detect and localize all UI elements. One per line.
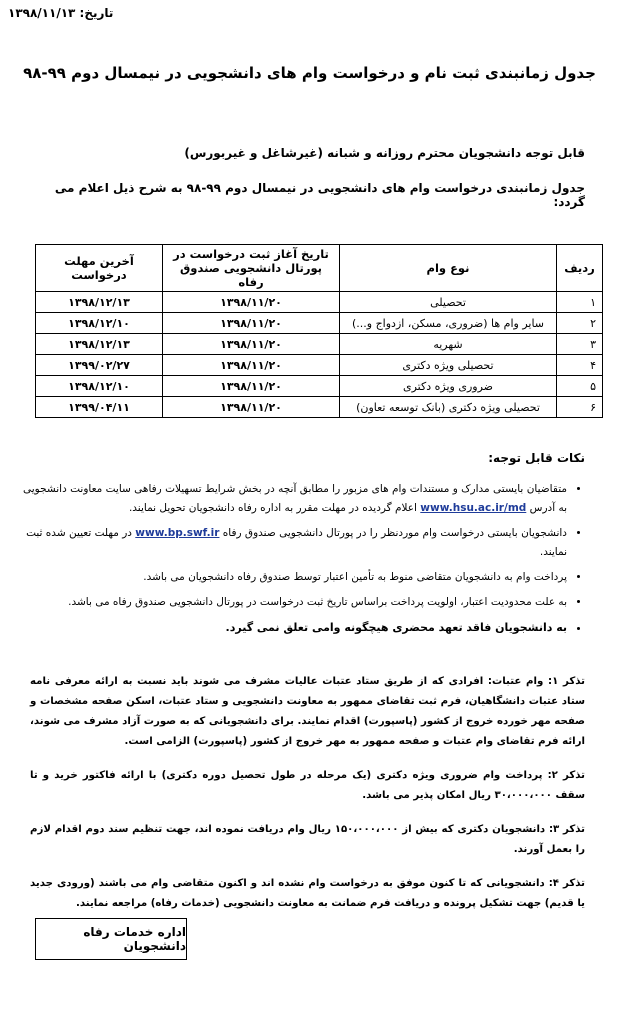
header-loan-type: نوع وام: [340, 245, 557, 292]
start-date-cell: ۱۳۹۸/۱۱/۲۰: [163, 313, 340, 334]
addressee-line: قابل توجه دانشجویان محترم روزانه و شبانه (غیرشاغل و غیربورس): [184, 146, 585, 160]
deadline-cell: ۱۳۹۸/۱۲/۱۳: [36, 334, 163, 355]
loan-type-cell: شهریه: [340, 334, 557, 355]
row-number-cell: ۱: [557, 292, 603, 313]
reminders-section: [30, 672, 585, 928]
intro-line: جدول زمانبندی درخواست وام های دانشجویی در نیمسال دوم ۹۹-۹۸ به شرح ذیل اعلام می گردد:: [54, 181, 585, 209]
row-number-cell: ۴: [557, 355, 603, 376]
note-text: به علت محدودیت اعتبار، اولویت پرداخت براساس تاریخ ثبت درخواست در پورتال دانشجویی صندوق رفاه می باشد.: [68, 596, 567, 608]
table-row: [36, 334, 603, 355]
header-deadline: آخرین مهلت درخواست: [36, 245, 163, 292]
table-row: [36, 355, 603, 376]
loan-type-cell: تحصیلی: [340, 292, 557, 313]
table-row: [36, 292, 603, 313]
loan-type-cell: ضروری ویژه دکتری: [340, 376, 557, 397]
signature-text: اداره خدمات رفاه دانشجویان: [83, 925, 186, 953]
reminder-paragraph: تذکر ۴: دانشجویانی که تا کنون موفق به درخواست وام نشده اند و اکنون متقاضی وام می باشند (ورودی جدید یا قدیم) جهت تشکیل پرونده و دریافت فرم ضمانت به معاونت دانشجویی (خدمات رفاه) مراجعه نمایند.: [30, 878, 585, 909]
row-number-cell: ۳: [557, 334, 603, 355]
table-header-row: [36, 245, 603, 292]
md-site-link[interactable]: www.hsu.ac.ir/md: [420, 502, 527, 514]
deadline-cell: ۱۳۹۸/۱۲/۱۳: [36, 292, 163, 313]
deadline-cell: ۱۳۹۸/۱۲/۱۰: [36, 376, 163, 397]
notes-list: [22, 480, 583, 643]
row-number-cell: ۶: [557, 397, 603, 418]
note-text: دانشجویان بایستی درخواست وام موردنظر را در پورتال دانشجویی صندوق رفاه: [222, 527, 567, 539]
notes-heading: نکات قابل توجه:: [488, 451, 585, 465]
list-item: [22, 524, 567, 562]
start-date-cell: ۱۳۹۸/۱۱/۲۰: [163, 376, 340, 397]
table-row: [36, 397, 603, 418]
header-start-date: تاریخ آغاز ثبت درخواست در پورتال دانشجویی صندوق رفاه: [163, 245, 340, 292]
header-row-number: ردیف: [557, 245, 603, 292]
row-number-cell: ۲: [557, 313, 603, 334]
loan-type-cell: تحصیلی ویژه دکتری (بانک توسعه تعاون): [340, 397, 557, 418]
start-date-cell: ۱۳۹۸/۱۱/۲۰: [163, 292, 340, 313]
document-date: تاریخ: ۱۳۹۸/۱۱/۱۳: [8, 6, 114, 20]
reminder-paragraph: تذکر ۳: دانشجویان دکتری که بیش از ۱۵۰،۰۰۰،۰۰۰ ریال وام دریافت نموده اند، جهت تنظیم سند دوم اقدام لازم را بعمل آورند.: [30, 824, 586, 855]
reminder-paragraph: تذکر ۱: وام عتبات: افرادی که از طریق ستاد عتبات عالیات مشرف می شوند باید نسبت به ارائه معرفی نامه ستاد عتبات دانشگاهیان، فرم ثبت تقاضای ممهور به معاونت دانشجویی و ستاد عتبات، اسکن صفحه مشخصات و صفحه مهر خورده خروج از کشور (پاسپورت) اقدام نمایند. برای دانشجویانی که به صورت آزاد مشرف می شوند، ارائه فرم تقاضای وام عتبات و صفحه ممهور به مهر خروج از کشور (پاسپورت) الزامی است.: [30, 676, 585, 747]
note-text: به دانشجویان فاقد تعهد محضری هیچگونه وامی تعلق نمی گیرد.: [225, 621, 567, 634]
signature-box: [35, 918, 187, 960]
deadline-cell: ۱۳۹۸/۱۲/۱۰: [36, 313, 163, 334]
row-number-cell: ۵: [557, 376, 603, 397]
deadline-cell: ۱۳۹۹/۰۲/۲۷: [36, 355, 163, 376]
list-item: [22, 593, 567, 612]
table-row: [36, 313, 603, 334]
start-date-cell: ۱۳۹۸/۱۱/۲۰: [163, 397, 340, 418]
note-text: متقاضیان بایستی مدارک و مستندات وام های مزبور را مطابق آنچه در بخش شرایط تسهیلات رفاهی سایت معاونت دانشجویی به آدرس: [22, 483, 567, 514]
list-item: [22, 568, 567, 587]
list-item: [22, 618, 567, 637]
note-text: در مهلت تعیین شده ثبت نمایند.: [26, 527, 567, 558]
page-title: جدول زمانبندی ثبت نام و درخواست وام های دانشجویی در نیمسال دوم ۹۹-۹۸: [23, 64, 596, 82]
list-item: [22, 480, 567, 518]
loan-type-cell: تحصیلی ویژه دکتری: [340, 355, 557, 376]
table-row: [36, 376, 603, 397]
schedule-table: [35, 244, 603, 418]
note-text: اعلام گردیده در مهلت مقرر به اداره رفاه دانشجویان تحویل نمایند.: [128, 502, 417, 514]
start-date-cell: ۱۳۹۸/۱۱/۲۰: [163, 334, 340, 355]
note-text: پرداخت وام به دانشجویان متقاضی منوط به تأمین اعتبار توسط صندوق رفاه دانشجویان می باشد.: [143, 571, 567, 583]
swf-portal-link[interactable]: www.bp.swf.ir: [135, 527, 220, 539]
reminder-paragraph: تذکر ۲: پرداخت وام ضروری ویژه دکتری (یک مرحله در طول تحصیل دوره دکتری) با ارائه فاکتور خرید و تا سقف ۳۰،۰۰۰،۰۰۰ ریال امکان پذیر می باشد.: [30, 770, 585, 801]
deadline-cell: ۱۳۹۹/۰۴/۱۱: [36, 397, 163, 418]
start-date-cell: ۱۳۹۸/۱۱/۲۰: [163, 355, 340, 376]
loan-type-cell: سایر وام ها (ضروری، مسکن، ازدواج و...): [340, 313, 557, 334]
